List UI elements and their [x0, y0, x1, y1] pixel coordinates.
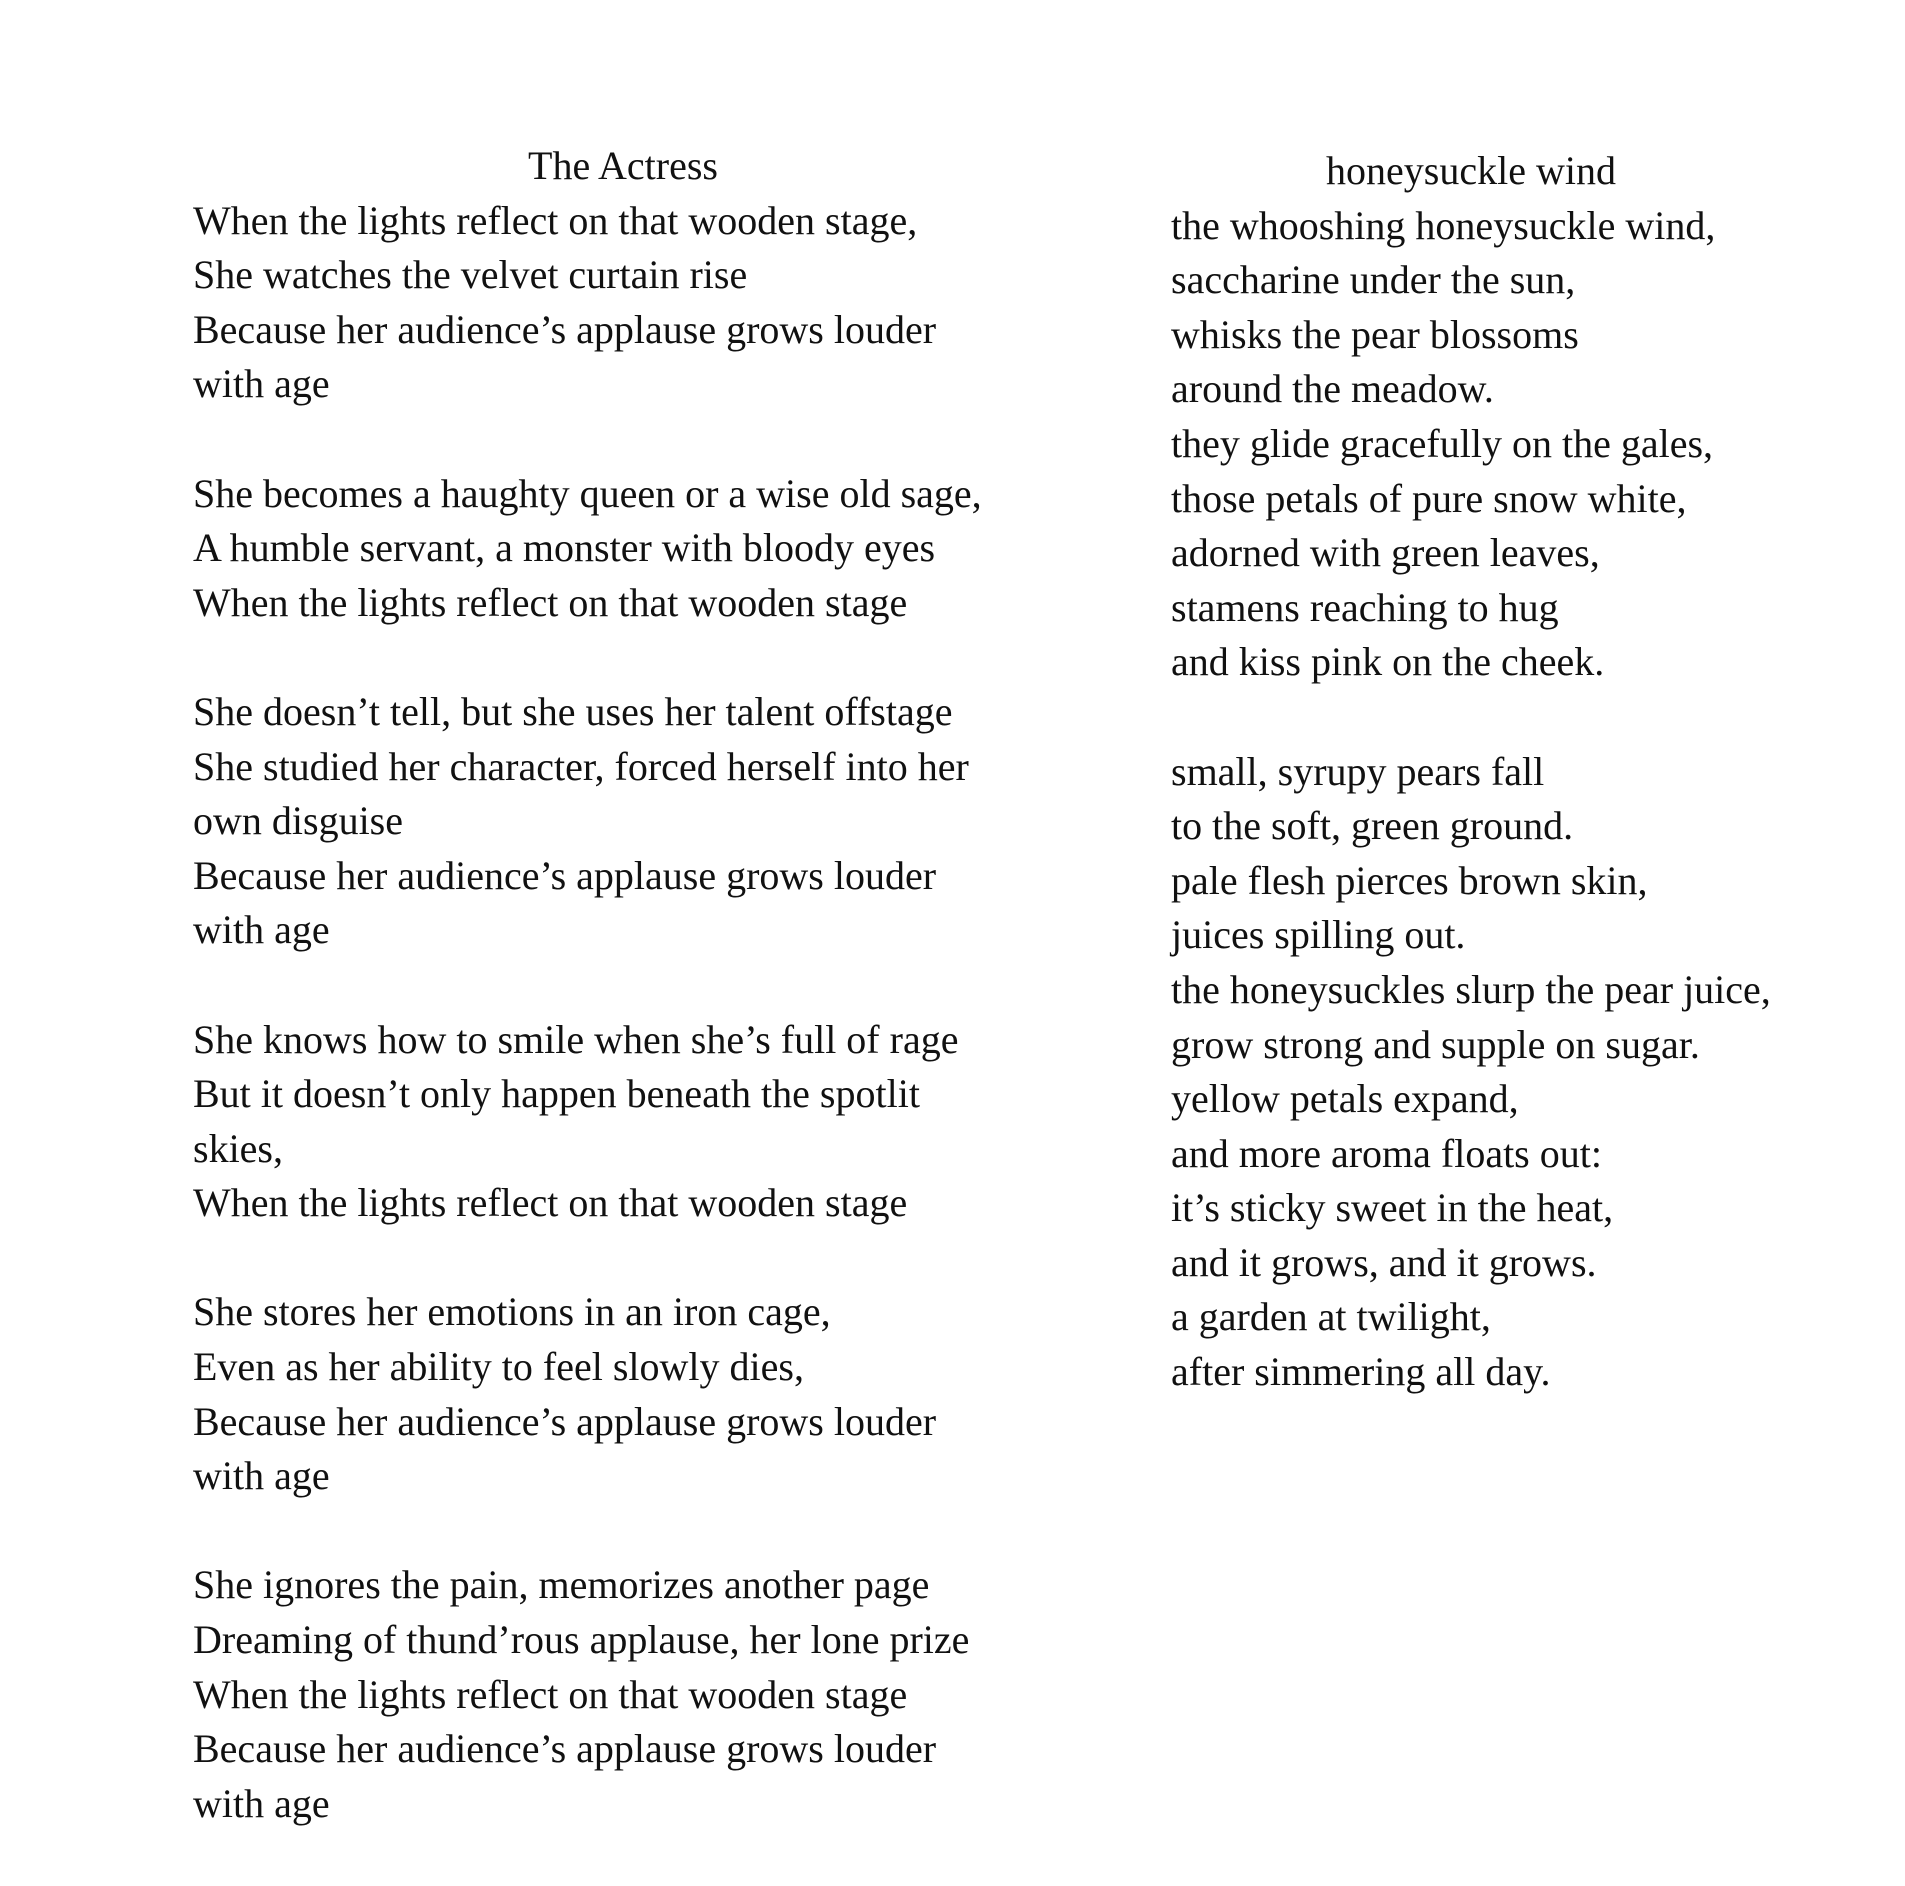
poem-line: around the meadow.: [1171, 366, 1494, 412]
poem-line: stamens reaching to hug: [1171, 584, 1559, 630]
poem-body: [193, 194, 1073, 1832]
poem-line: She studied her character, forced herself into her: [193, 743, 969, 789]
poem-title: honeysuckle wind: [1326, 148, 1616, 193]
poem-line: She stores her emotions in an iron cage,: [193, 1289, 831, 1335]
poem-line: Even as her ability to feel slowly dies,: [193, 1344, 804, 1390]
poem-line: A humble servant, a monster with bloody eyes: [193, 525, 936, 571]
poem-line: Because her audience’s applause grows louder: [193, 306, 937, 352]
poem-line: When the lights reflect on that wooden stage: [193, 1671, 908, 1717]
poem-line: and kiss pink on the cheek.: [1171, 639, 1605, 685]
poem-line: She becomes a haughty queen or a wise old sage,: [193, 470, 982, 516]
poem-the-actress: [193, 139, 1073, 1886]
poem-line: Because her audience’s applause grows louder: [193, 1398, 937, 1444]
poem-line: pale flesh pierces brown skin,: [1171, 857, 1648, 903]
poem-line: and more aroma floats out:: [1171, 1130, 1602, 1176]
stanza: [193, 685, 1073, 958]
poem-line: But it doesn’t only happen beneath the spotlit: [193, 1071, 920, 1117]
poem-line: a garden at twilight,: [1171, 1294, 1491, 1340]
poem-line: She ignores the pain, memorizes another page: [193, 1562, 930, 1608]
poem-line: after simmering all day.: [1171, 1349, 1551, 1395]
poem-line: with age: [193, 361, 330, 407]
stanza: [193, 1558, 1073, 1831]
poem-line: adorned with green leaves,: [1171, 530, 1600, 576]
stanza: [193, 1013, 1073, 1231]
poem-line: She doesn’t tell, but she uses her talent offstage: [193, 688, 953, 734]
poem-line: with age: [193, 1453, 330, 1499]
poem-line: grow strong and supple on sugar.: [1171, 1021, 1700, 1067]
stanza: [1171, 199, 1871, 690]
poem-line: own disguise: [193, 798, 403, 844]
poem-line: When the lights reflect on that wooden stage: [193, 1180, 908, 1226]
poem-line: and it grows, and it grows.: [1171, 1239, 1597, 1285]
stanza: [193, 1285, 1073, 1503]
stanza: [193, 194, 1073, 412]
poem-line: skies,: [193, 1125, 283, 1171]
poem-line: to the soft, green ground.: [1171, 803, 1574, 849]
poem-line: the whooshing honeysuckle wind,: [1171, 202, 1716, 248]
poem-line: they glide gracefully on the gales,: [1171, 420, 1714, 466]
poem-line: yellow petals expand,: [1171, 1076, 1519, 1122]
poem-line: the honeysuckles slurp the pear juice,: [1171, 966, 1771, 1012]
poem-line: those petals of pure snow white,: [1171, 475, 1687, 521]
stanza: [193, 467, 1073, 631]
poem-line: She knows how to smile when she’s full of rage: [193, 1016, 959, 1062]
poem-line: with age: [193, 907, 330, 953]
poem-line: When the lights reflect on that wooden stage: [193, 579, 908, 625]
poem-line: She watches the velvet curtain rise: [193, 252, 748, 298]
stanza: [1171, 745, 1871, 1400]
poem-line: small, syrupy pears fall: [1171, 748, 1545, 794]
poem-line: Because her audience’s applause grows louder: [193, 852, 937, 898]
poem-honeysuckle-wind: [1171, 144, 1871, 1454]
poem-line: saccharine under the sun,: [1171, 257, 1576, 303]
poem-title: The Actress: [528, 143, 718, 188]
poem-line: with age: [193, 1780, 330, 1826]
poem-line: whisks the pear blossoms: [1171, 311, 1579, 357]
poem-line: Dreaming of thund’rous applause, her lone prize: [193, 1617, 970, 1663]
poem-line: Because her audience’s applause grows louder: [193, 1726, 937, 1772]
poem-line: When the lights reflect on that wooden stage,: [193, 197, 918, 243]
poem-body: [1171, 199, 1871, 1400]
poem-line: juices spilling out.: [1171, 912, 1466, 958]
poem-line: it’s sticky sweet in the heat,: [1171, 1185, 1614, 1231]
